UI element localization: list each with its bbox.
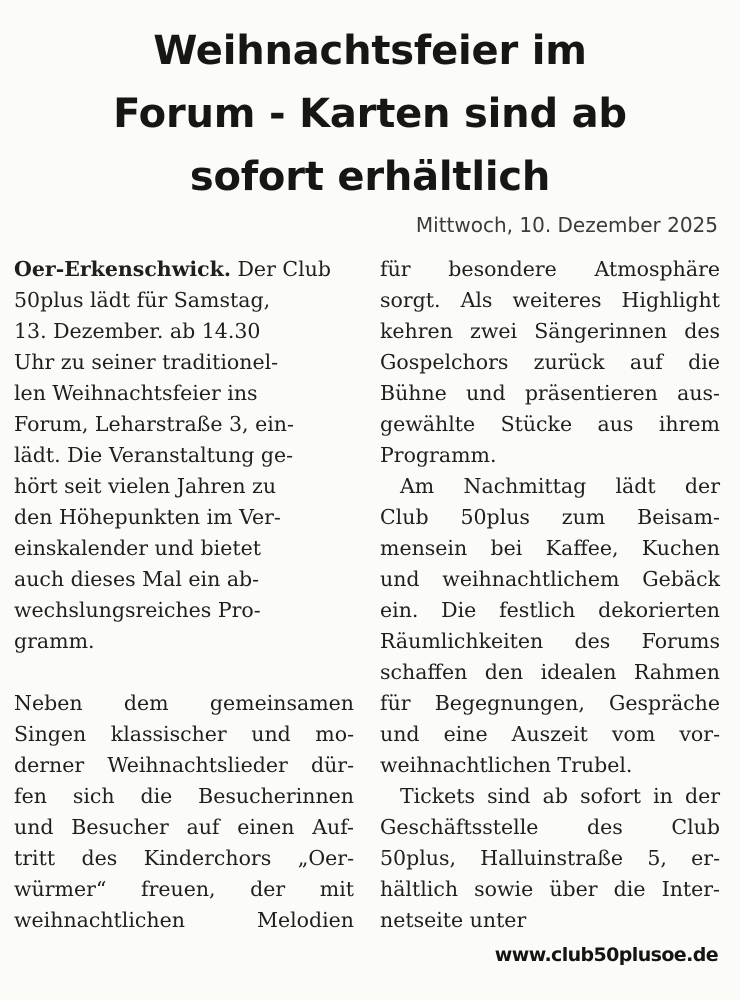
text-line: lädt. Die Veranstaltung ge- [14, 443, 294, 467]
place-dateline: Oer-Erkenschwick. [14, 257, 231, 281]
text-line: für besondere Atmosphäre [380, 257, 720, 281]
text-line: 13. Dezember. ab 14.30 [14, 319, 261, 343]
text-line: 50plus, Halluinstraße 5, er- [380, 846, 720, 870]
text-line: netseite unter [380, 908, 527, 932]
text-line: Tickets sind ab sofort in der [400, 784, 720, 808]
text-line [14, 254, 354, 285]
text-fragment: Der Club [230, 257, 331, 281]
article-column-right [380, 254, 720, 936]
headline-line: sofort erhältlich [189, 154, 551, 200]
text-line: weihnachtlichen Melodien [14, 908, 354, 932]
text-line: fen sich die Besucherinnen [14, 784, 354, 808]
text-line: sorgt. Als weiteres Highlight [380, 288, 720, 312]
text-line: Forum, Leharstraße 3, ein- [14, 412, 294, 436]
text-line: ein. Die festlich dekorierten [380, 598, 720, 622]
text-line: tritt des Kinderchors „Oer- [14, 846, 354, 870]
text-line: und Besucher auf einen Auf- [14, 815, 354, 839]
text-line: wechslungsreiches Pro- [14, 598, 261, 622]
text-line: hört seit vielen Jahren zu [14, 474, 277, 498]
website-link[interactable]: www.club50plusoe.de [494, 944, 718, 966]
text-line: mensein bei Kaffee, Kuchen [380, 536, 720, 560]
text-line: auch dieses Mal ein ab- [14, 567, 260, 591]
text-line: 50plus lädt für Samstag, [14, 288, 271, 312]
text-line: Club 50plus zum Beisam- [380, 505, 720, 529]
text-line: gramm. [14, 629, 95, 653]
text-line: derner Weihnachtslieder dür- [14, 753, 354, 777]
text-line: len Weihnachtsfeier ins [14, 381, 258, 405]
text-line: gewählte Stücke aus ihrem [380, 412, 720, 436]
text-line: Neben dem gemeinsamen [14, 691, 354, 715]
headline-line: Forum - Karten sind ab [113, 91, 627, 137]
article-column-left [14, 254, 354, 936]
text-line: Programm. [380, 443, 497, 467]
text-line: weihnachtlichen Trubel. [380, 753, 633, 777]
text-line: kehren zwei Sängerinnen des [380, 319, 720, 343]
text-line: und eine Auszeit vom vor- [380, 722, 720, 746]
text-line: den Höhepunkten im Ver- [14, 505, 281, 529]
text-line: Singen klassischer und mo- [14, 722, 354, 746]
paragraph-gap [14, 657, 354, 688]
text-line: würmer“ freuen, der mit [14, 877, 354, 901]
text-line: und weihnachtlichem Gebäck [380, 567, 720, 591]
text-line: hältlich sowie über die Inter- [380, 877, 720, 901]
text-line: für Begegnungen, Gespräche [380, 691, 720, 715]
text-line: schaffen den idealen Rahmen [380, 660, 720, 684]
text-line: Räumlichkeiten des Forums [380, 629, 720, 653]
publication-date: Mittwoch, 10. Dezember 2025 [415, 213, 718, 237]
text-line: Am Nachmittag lädt der [400, 474, 720, 498]
text-line: einskalender und bietet [14, 536, 261, 560]
text-line: Gospelchors zurück auf die [380, 350, 720, 374]
text-line: Bühne und präsentieren aus- [380, 381, 720, 405]
article-headline [20, 20, 720, 209]
text-line: Geschäftsstelle des Club [380, 815, 720, 839]
text-line: Uhr zu seiner traditionel- [14, 350, 279, 374]
headline-line: Weihnachtsfeier im [153, 28, 587, 74]
